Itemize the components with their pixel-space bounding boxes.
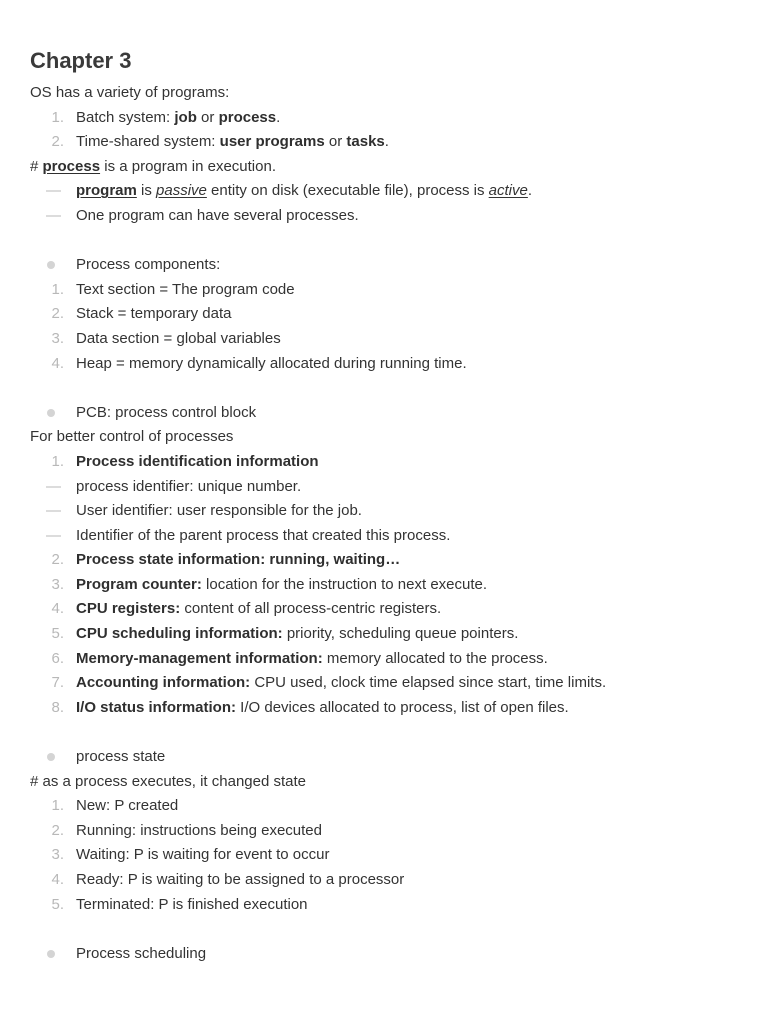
list-number: 5. <box>51 895 64 913</box>
numbered-item: 3. Waiting: P is waiting for event to occur <box>30 843 738 868</box>
numbered-item: 1. Process identification information <box>30 450 738 475</box>
text-line: # as a process executes, it changed state <box>30 772 306 790</box>
bullet-item: process state <box>30 745 738 770</box>
dash-item: — Identifier of the parent process that created this process. <box>30 524 738 549</box>
list-number: 2. <box>51 821 64 839</box>
list-number: 2. <box>51 551 64 569</box>
list-number: 1. <box>51 108 64 126</box>
text-line: For better control of processes <box>30 428 234 446</box>
numbered-item: 7. Accounting information: CPU used, clock time elapsed since start, time limits. <box>30 671 738 696</box>
numbered-item: 4. Heap = memory dynamically allocated during running time. <box>30 352 738 377</box>
list-number: 4. <box>51 871 64 888</box>
bullet-dot-icon <box>47 753 55 761</box>
list-number: 6. <box>51 649 64 667</box>
numbered-item: 3. Program counter: location for the instruction to next execute. <box>30 573 738 598</box>
dash-item: — program is passive entity on disk (executable file), process is active. <box>30 179 738 204</box>
bullet-item: PCB: process control block <box>30 401 738 426</box>
numbered-item: 4. CPU registers: content of all process-centric registers. <box>30 597 738 622</box>
numbered-item: 2. Stack = temporary data <box>30 302 738 327</box>
dash-marker: — <box>46 206 61 224</box>
text-line: OS has a variety of programs: <box>30 84 230 101</box>
numbered-item: 4. Ready: P is waiting to be assigned to a processor <box>30 868 738 893</box>
numbered-item: 5. Terminated: P is finished execution <box>30 893 738 918</box>
bullet-dot-icon <box>47 261 55 269</box>
numbered-item: 2. Running: instructions being executed <box>30 819 738 844</box>
bullet-item: Process scheduling <box>30 942 738 967</box>
list-number: 5. <box>51 625 64 643</box>
numbered-item: 1. Batch system: job or process. <box>30 106 738 131</box>
numbered-item: 2. Process state information: running, waiting… <box>30 548 738 573</box>
list-number: 1. <box>51 797 64 815</box>
list-number: 3. <box>51 575 64 593</box>
list-number: 3. <box>51 846 64 864</box>
list-number: 1. <box>51 452 64 470</box>
dash-marker: — <box>46 526 61 544</box>
bullet-dot-icon <box>47 409 55 417</box>
dash-item: — process identifier: unique number. <box>30 475 738 500</box>
list-number: 8. <box>51 698 64 716</box>
page-title: Chapter 3 <box>30 48 132 73</box>
list-number: 4. <box>51 354 64 372</box>
list-number: 1. <box>51 280 64 298</box>
list-number: 4. <box>51 600 64 618</box>
dash-marker: — <box>46 477 61 495</box>
numbered-item: 6. Memory-management information: memory allocated to the process. <box>30 647 738 672</box>
bullet-item: Process components: <box>30 253 738 278</box>
numbered-item: 2. Time-shared system: user programs or tasks. <box>30 130 738 155</box>
dash-marker: — <box>46 182 61 200</box>
dash-item: — One program can have several processes. <box>30 204 738 229</box>
list-number: 2. <box>51 133 64 151</box>
bullet-dot-icon <box>47 950 55 958</box>
dash-marker: — <box>46 502 61 520</box>
text-line: # process is a program in execution. <box>30 157 276 175</box>
dash-item: — User identifier: user responsible for the job. <box>30 499 738 524</box>
list-number: 3. <box>51 329 64 347</box>
numbered-item: 1. Text section = The program code <box>30 278 738 303</box>
numbered-item: 8. I/O status information: I/O devices allocated to process, list of open files. <box>30 696 738 721</box>
numbered-item: 5. CPU scheduling information: priority, scheduling queue pointers. <box>30 622 738 647</box>
numbered-item: 3. Data section = global variables <box>30 327 738 352</box>
list-number: 2. <box>51 305 64 323</box>
numbered-item: 1. New: P created <box>30 794 738 819</box>
list-number: 7. <box>51 674 64 692</box>
